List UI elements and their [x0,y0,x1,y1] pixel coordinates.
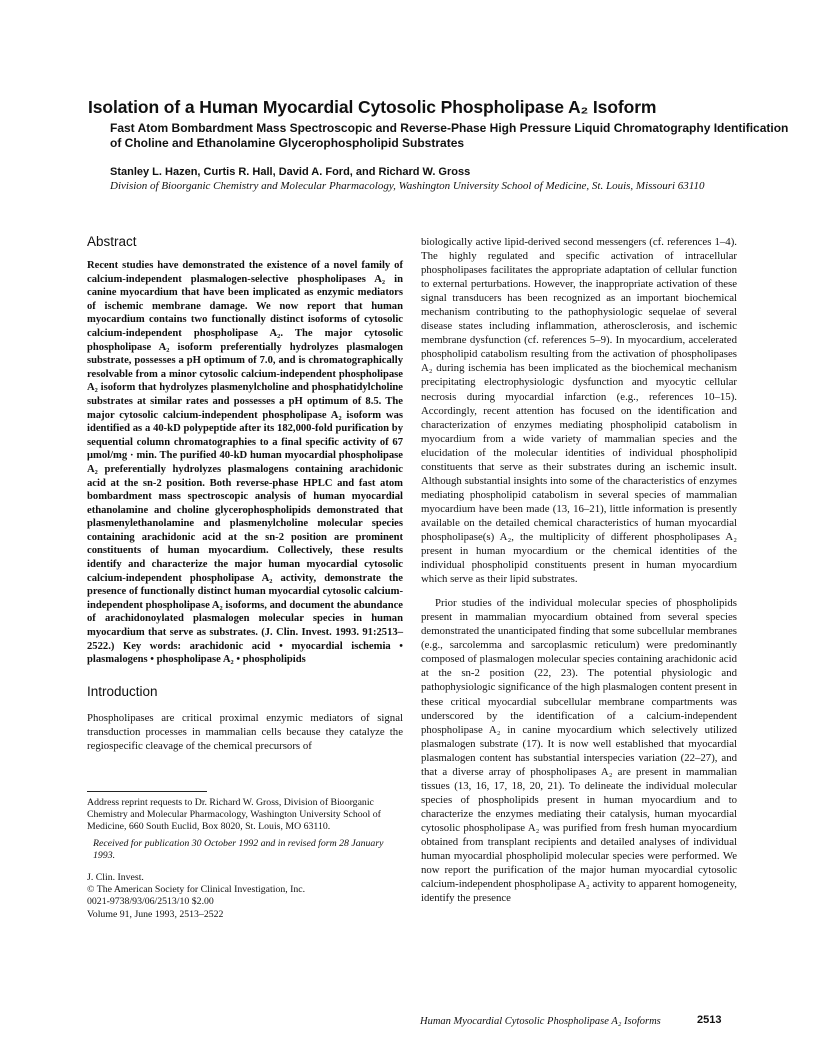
intro-paragraph-1: biologically active lipid-derived second messengers (cf. references 1–4). The highly regulated and specific activation of intracellular phospholipases facilitates the appropriate adaptation of cellular function to external perturbations. However, the inappropriate activation of these signal transducers has been recognized as an important biochemical mechanism contributing to the pathophysiologic sequelae of several disease states including inflammation, atherosclerosis, and ischemic membrane dysfunction (cf. references 5–9). In myocardium, accelerated phospholipid catabolism resulting from the activation of phospholipases A₂ during ischemia has been implicated as the biochemical mechanism precipitating electrophysiologic dysfunction and myocytic cellular necrosis during myocardial infarction (e.g., references 10–15). Accordingly, recent attention has focused on the identification and characterization of enzymes mediating phospholipid catabolism in myocardium from a wide variety of mammalian species and the elucidation of the molecular identities of individual phospholipid constituents that serve as their substrates during an ischemic insult. Although substantial insights into some of the characteristics of enzymes mediating phospholipid catabolism in several species of mammalian myocardium have been made (13, 16–21), little information is presently available on the detailed chemical characteristics of human myocardial phospholipase(s) A₂, the multiplicity of different phospholipases A₂ present in human myocardium or the chemical identities of the individual phospholipid constituents present in human myocardium which serve as their lipid substrates. [421,236,737,586]
abstract-text: Recent studies have demonstrated the existence of a novel family of calcium-independent plasmalogen-selective phospholipases A₂ in canine myocardium that have been implicated as enzymic mediators of ischemic membrane damage. We now report that human myocardium contains two functionally distinct isoforms of cytosolic calcium-independent phospholipase A₂. The major cytosolic phospholipase A₂ isoform preferentially hydrolyzes plasmalogen substrate, possesses a pH optimum of 7.0, and is chromatographically resolvable from a minor cytosolic calcium-independent phospholipase A₂ isoform that hydrolyzes plasmenylcholine and phosphatidylcholine substrates at similar rates and possesses a pH optimum of 8.5. The major cytosolic calcium-independent phospholipase A₂ isoform was identified as a 40-kD polypeptide after its 182,000-fold purification by sequential column chromatographies to a final specific activity of 67 μmol/mg · min. The purified 40-kD human myocardial phospholipase A₂ preferentially hydrolyzes plasmalogens containing arachidonic acid at the sn-2 position. Both reverse-phase HPLC and fast atom bombardment mass spectroscopic analysis of human myocardial ethanolamine and choline glycerophospholipids demonstrated that plasmenylethanolamine and plasmenylcholine molecular species containing arachidonic acid at the sn-2 position are prominent constituents of human myocardium. Collectively, these results identify and characterize the major human myocardial cytosolic calcium-independent phospholipase A₂ activity, demonstrate the presence of functionally distinct human myocardial cytosolic calcium-independent phospholipase A₂ isoforms, and document the abundance of arachidonoylated plasmalogen molecular species in human myocardium that serve as substrates. (J. Clin. Invest. 1993. 91:2513–2522.) Key words: arachidonic acid • myocardial ischemia • plasmalogens • phospholipase A₂ • phospholipids [87,260,403,666]
affiliation: Division of Bioorganic Chemistry and Molecular Pharmacology, Washington University School of Medicine, St. Louis, Missouri 63110 [110,180,705,192]
journal-name: J. Clin. Invest. [87,872,144,884]
paper-title: Isolation of a Human Myocardial Cytosolic Phospholipase A₂ Isoform [88,97,657,117]
introduction-heading: Introduction [87,683,158,699]
introduction-text: Phospholipases are critical proximal enzymic mediators of signal transduction processes in mammalian cells because they catalyze the regiospecific cleavage of the chemical precursors of [87,711,403,752]
copyright-line: © The American Society for Clinical Investigation, Inc. [87,884,306,896]
received-dates: Received for publication 30 October 1992 and in revised form 28 January 1993. [93,837,384,861]
reprint-address: Address reprint requests to Dr. Richard W. Gross, Division of Bioorganic Chemistry and Molecular Pharmacology, Washington University School of Medicine, 660 South Euclid, Box 8020, St. Louis, MO 63110. [87,797,381,833]
right-column [421,235,737,905]
footnote-block [87,797,403,921]
footnote-divider [87,791,207,792]
intro-paragraph-2: Prior studies of the individual molecular species of phospholipids present in mammalian myocardium obtained from several species demonstrated the unanticipated finding that some subcellular membranes (e.g., sarcolemma and sarcoplasmic reticulum) were predominantly composed of plasmalogen molecular species containing arachidonic acid at the sn-2 position (22, 23). The potential physiologic and pathophysiologic significance of the high plasmalogen content present in these critical myocardial subcellular membrane compartments was underscored by the identification of a calcium-independent phospholipase A₂ in canine myocardium which selectively utilized plasmalogen substrate (17). It is now well established that myocardial plasmalogen content has substantial interspecies variation (22–27), and that a diverse array of phospholipases A₂ are present in mammalian tissues (13, 16, 17, 18, 20, 21). To delineate the individual molecular species of phospholipids present in human myocardium and to characterize the enzymes mediating their catalysis, human myocardial cytosolic phospholipase A₂ was purified from fresh human myocardium obtained from transplant recipients and detailed analyses of individual human myocardial phospholipid molecular species were performed. We now report the purification of the major human myocardial cytosolic calcium-independent phospholipase A₂ activity to apparent homogeneity, identify the presence [421,597,737,905]
abstract-heading: Abstract [87,234,137,249]
paper-subtitle: Fast Atom Bombardment Mass Spectroscopic and Reverse-Phase High Pressure Liquid Chromatography Identification of Choline and Ethanolamine Glycerophospholipid Substrates [110,121,789,150]
left-column [87,233,403,753]
author-list: Stanley L. Hazen, Curtis R. Hall, David A. Ford, and Richard W. Gross [110,166,471,178]
page-number: 2513 [697,1014,722,1026]
issn-line: 0021-9738/93/06/2513/10 $2.00 [87,896,214,908]
volume-line: Volume 91, June 1993, 2513–2522 [87,908,224,920]
running-title: Human Myocardial Cytosolic Phospholipase A₂ Isoforms [420,1016,661,1027]
